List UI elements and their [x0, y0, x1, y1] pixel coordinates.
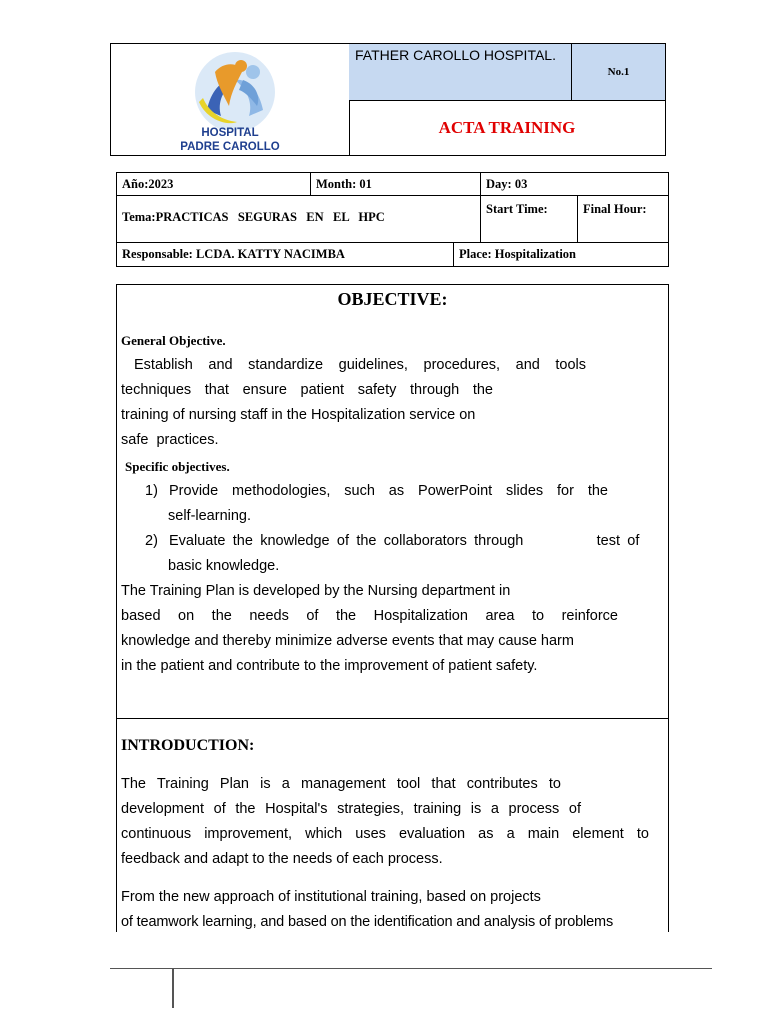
logo-text-hospital: HOSPITAL: [201, 127, 259, 139]
specific-item-1-line-2: self-learning.: [168, 508, 252, 524]
document-title: ACTA TRAINING: [438, 118, 576, 137]
responsible-cell: Responsable: LCDA. KATTY NACIMBA: [122, 247, 345, 261]
start-time-cell: Start Time:: [486, 202, 548, 216]
general-line-2: techniques that ensure patient safety through the: [121, 382, 493, 398]
footer-rule: [110, 968, 712, 969]
plan-line-2: based on the needs of the Hospitalization area to reinforce: [121, 608, 618, 624]
month-cell: Month: 01: [316, 177, 372, 191]
general-line-1: Establish and standardize guidelines, procedures, and tools: [134, 357, 586, 373]
introduction-heading: INTRODUCTION:: [121, 737, 255, 754]
info-table: [116, 172, 669, 267]
specific-item-2-number: 2): [145, 533, 158, 549]
specific-item-2-line-2: basic knowledge.: [168, 558, 280, 574]
document-number: No.1: [572, 44, 665, 101]
objective-heading: OBJECTIVE:: [337, 289, 448, 309]
final-hour-cell: Final Hour:: [583, 202, 647, 216]
logo-text-name: PADRE CAROLLO: [180, 141, 280, 153]
place-cell: Place: Hospitalization: [459, 247, 576, 261]
specific-objectives-label: Specific objectives.: [125, 459, 230, 474]
general-line-4: safe practices.: [121, 432, 219, 448]
hospital-logo: [111, 44, 350, 155]
plan-line-3: knowledge and thereby minimize adverse events that may cause harm: [121, 633, 574, 649]
day-cell: Day: 03: [486, 177, 528, 191]
specific-item-2-line-1: Evaluate the knowledge of the collaborators through test of: [169, 533, 640, 549]
topic-cell: Tema:PRACTICAS SEGURAS EN EL HPC: [122, 210, 385, 224]
hospital-logo-emblem-icon: [111, 50, 349, 130]
intro-para2-line-2: of teamwork learning, and based on the identification and analysis of problems: [121, 914, 614, 930]
specific-item-1-number: 1): [145, 483, 158, 499]
general-objective-label: General Objective.: [121, 333, 226, 348]
plan-line-1: The Training Plan is developed by the Nursing department in: [121, 583, 511, 599]
plan-line-4: in the patient and contribute to the improvement of patient safety.: [121, 658, 538, 674]
intro-para2-line-1: From the new approach of institutional training, based on projects: [121, 889, 541, 905]
intro-para1-line-3: continuous improvement, which uses evaluation as a main element to: [121, 826, 649, 842]
year-cell: Año:2023: [122, 177, 174, 191]
intro-para1-line-4: feedback and adapt to the needs of each process.: [121, 851, 443, 867]
content-box: [116, 284, 669, 932]
specific-item-1-line-1: Provide methodologies, such as PowerPoint slides for the: [169, 483, 608, 499]
intro-para1-line-2: development of the Hospital's strategies, training is a process of: [121, 801, 581, 817]
intro-para1-line-1: The Training Plan is a management tool that contributes to: [121, 776, 561, 792]
hospital-name: FATHER CAROLLO HOSPITAL.: [349, 44, 572, 101]
section-divider: [117, 718, 668, 719]
footer-tick: [172, 968, 174, 1008]
general-line-3: training of nursing staff in the Hospitalization service on: [121, 407, 476, 423]
document-header: [110, 43, 666, 156]
